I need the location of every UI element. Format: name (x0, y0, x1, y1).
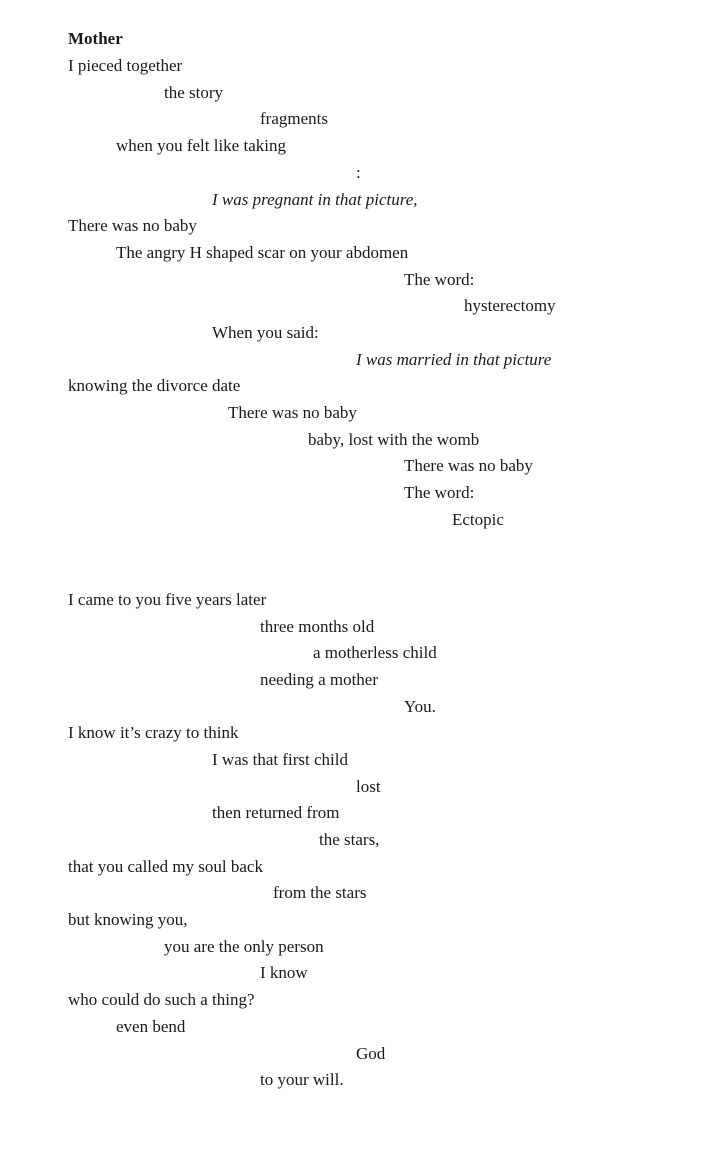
poem-line: you are the only person (164, 937, 324, 956)
poem-line: I came to you five years later (68, 590, 267, 609)
poem-line: When you said: (212, 323, 319, 342)
poem-line-italic: I was married in that picture (356, 350, 552, 369)
poem-line: I know (260, 963, 308, 982)
poem-line: but knowing you, (68, 910, 188, 929)
poem-line: I was that first child (212, 750, 348, 769)
poem-line: The word: (404, 483, 475, 502)
poem-line: when you felt like taking (116, 136, 286, 155)
poem-line: that you called my soul back (68, 857, 263, 876)
poem-title: Mother (68, 29, 123, 48)
poem-line: There was no baby (228, 403, 357, 422)
poem-line: to your will. (260, 1070, 344, 1089)
poem-line: hysterectomy (464, 296, 556, 315)
poem-line: The word: (404, 270, 475, 289)
poem-line: then returned from (212, 803, 340, 822)
poem-line: I know it’s crazy to think (68, 723, 239, 742)
poem-line-italic: I was pregnant in that picture, (212, 190, 418, 209)
poem-line: I pieced together (68, 56, 183, 75)
poem-line: from the stars (273, 883, 367, 902)
poem-line: You. (404, 697, 436, 716)
poem-line: knowing the divorce date (68, 376, 241, 395)
poem-line: baby, lost with the womb (308, 430, 480, 449)
poem-line: a motherless child (313, 643, 437, 662)
poem-line: The angry H shaped scar on your abdomen (116, 243, 409, 262)
poem-line: Ectopic (452, 510, 504, 529)
poem-line: the story (164, 83, 224, 102)
poem-line: lost (356, 777, 381, 796)
poem-line: : (356, 163, 361, 182)
poem-line: There was no baby (404, 456, 533, 475)
poem-line: the stars, (319, 830, 380, 849)
poem-line: fragments (260, 109, 328, 128)
poem-line: needing a mother (260, 670, 379, 689)
poem-line: There was no baby (68, 216, 197, 235)
poem-line: God (356, 1044, 386, 1063)
poem-line: three months old (260, 617, 375, 636)
poem-line: even bend (116, 1017, 186, 1036)
poem-line: who could do such a thing? (68, 990, 255, 1009)
